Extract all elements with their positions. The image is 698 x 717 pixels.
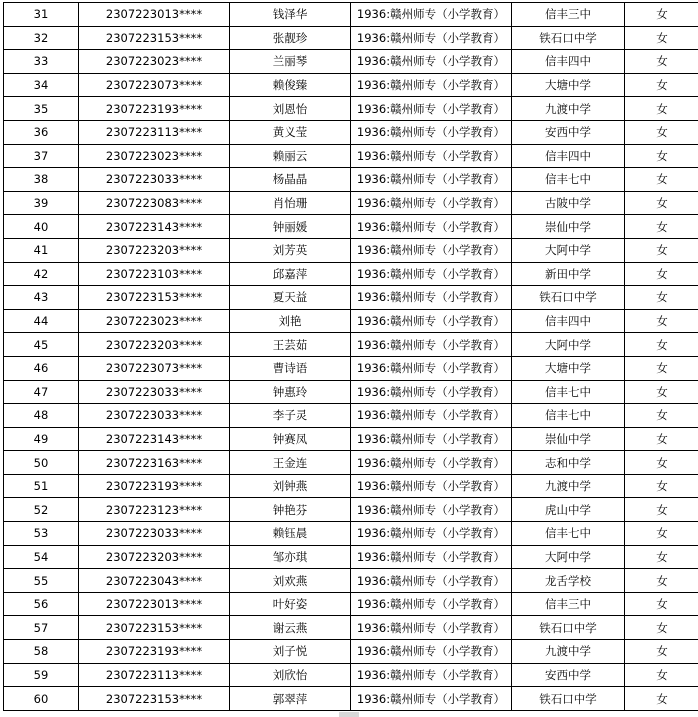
student-name-cell: 刘艳 (230, 309, 351, 333)
roster-body (4, 3, 698, 711)
row-number-cell: 59 (4, 663, 79, 687)
program-name-cell: 1936:赣州师专（小学教育） (351, 640, 512, 664)
school-name-cell: 信丰四中 (512, 50, 625, 74)
gender-cell: 女 (625, 640, 698, 664)
program-name-cell: 1936:赣州师专（小学教育） (351, 333, 512, 357)
program-name-cell: 1936:赣州师专（小学教育） (351, 238, 512, 262)
program-name-cell: 1936:赣州师专（小学教育） (351, 569, 512, 593)
table-row (4, 3, 698, 27)
table-row (4, 309, 698, 333)
school-name-cell: 崇仙中学 (512, 215, 625, 239)
gender-cell: 女 (625, 663, 698, 687)
table-row (4, 73, 698, 97)
exam-id-cell: 2307223203**** (79, 333, 230, 357)
program-name-cell: 1936:赣州师专（小学教育） (351, 191, 512, 215)
program-name-cell: 1936:赣州师专（小学教育） (351, 144, 512, 168)
school-name-cell: 大阿中学 (512, 333, 625, 357)
exam-id-cell: 2307223123**** (79, 498, 230, 522)
table-row (4, 687, 698, 711)
school-name-cell: 信丰七中 (512, 404, 625, 428)
row-number-cell: 34 (4, 73, 79, 97)
table-row (4, 168, 698, 192)
program-name-cell: 1936:赣州师专（小学教育） (351, 26, 512, 50)
table-row (4, 286, 698, 310)
table-row (4, 97, 698, 121)
table-row (4, 640, 698, 664)
school-name-cell: 九渡中学 (512, 640, 625, 664)
school-name-cell: 铁石口中学 (512, 26, 625, 50)
exam-id-cell: 2307223013**** (79, 3, 230, 27)
school-name-cell: 古陂中学 (512, 191, 625, 215)
program-name-cell: 1936:赣州师专（小学教育） (351, 309, 512, 333)
exam-id-cell: 2307223153**** (79, 616, 230, 640)
school-name-cell: 九渡中学 (512, 97, 625, 121)
gender-cell: 女 (625, 97, 698, 121)
program-name-cell: 1936:赣州师专（小学教育） (351, 380, 512, 404)
gender-cell: 女 (625, 616, 698, 640)
row-number-cell: 38 (4, 168, 79, 192)
row-number-cell: 45 (4, 333, 79, 357)
row-number-cell: 33 (4, 50, 79, 74)
school-name-cell: 信丰七中 (512, 380, 625, 404)
gender-cell: 女 (625, 50, 698, 74)
program-name-cell: 1936:赣州师专（小学教育） (351, 215, 512, 239)
student-name-cell: 刘芳英 (230, 238, 351, 262)
program-name-cell: 1936:赣州师专（小学教育） (351, 120, 512, 144)
program-name-cell: 1936:赣州师专（小学教育） (351, 97, 512, 121)
exam-id-cell: 2307223143**** (79, 215, 230, 239)
exam-id-cell: 2307223153**** (79, 286, 230, 310)
school-name-cell: 龙舌学校 (512, 569, 625, 593)
table-row (4, 498, 698, 522)
student-name-cell: 赖丽云 (230, 144, 351, 168)
table-row (4, 262, 698, 286)
exam-id-cell: 2307223143**** (79, 427, 230, 451)
table-row (4, 569, 698, 593)
school-name-cell: 信丰七中 (512, 522, 625, 546)
gender-cell: 女 (625, 498, 698, 522)
table-row (4, 50, 698, 74)
row-number-cell: 31 (4, 3, 79, 27)
roster-table (3, 2, 698, 711)
exam-id-cell: 2307223023**** (79, 144, 230, 168)
student-name-cell: 王金连 (230, 451, 351, 475)
sheet-scroll-tab[interactable] (339, 712, 359, 717)
gender-cell: 女 (625, 333, 698, 357)
exam-id-cell: 2307223113**** (79, 120, 230, 144)
gender-cell: 女 (625, 191, 698, 215)
table-row (4, 26, 698, 50)
exam-id-cell: 2307223043**** (79, 569, 230, 593)
program-name-cell: 1936:赣州师专（小学教育） (351, 50, 512, 74)
exam-id-cell: 2307223033**** (79, 404, 230, 428)
gender-cell: 女 (625, 687, 698, 711)
school-name-cell: 新田中学 (512, 262, 625, 286)
exam-id-cell: 2307223203**** (79, 238, 230, 262)
school-name-cell: 信丰四中 (512, 309, 625, 333)
school-name-cell: 铁石口中学 (512, 687, 625, 711)
table-row (4, 616, 698, 640)
exam-id-cell: 2307223073**** (79, 73, 230, 97)
exam-id-cell: 2307223023**** (79, 50, 230, 74)
program-name-cell: 1936:赣州师专（小学教育） (351, 663, 512, 687)
student-name-cell: 刘钟燕 (230, 474, 351, 498)
school-name-cell: 信丰三中 (512, 592, 625, 616)
table-row (4, 238, 698, 262)
student-name-cell: 兰丽琴 (230, 50, 351, 74)
table-row (4, 404, 698, 428)
gender-cell: 女 (625, 592, 698, 616)
student-name-cell: 叶好姿 (230, 592, 351, 616)
row-number-cell: 42 (4, 262, 79, 286)
student-name-cell: 黄义莹 (230, 120, 351, 144)
row-number-cell: 49 (4, 427, 79, 451)
program-name-cell: 1936:赣州师专（小学教育） (351, 522, 512, 546)
row-number-cell: 58 (4, 640, 79, 664)
school-name-cell: 崇仙中学 (512, 427, 625, 451)
school-name-cell: 信丰四中 (512, 144, 625, 168)
student-name-cell: 王芸茹 (230, 333, 351, 357)
student-name-cell: 李子灵 (230, 404, 351, 428)
table-row (4, 120, 698, 144)
exam-id-cell: 2307223083**** (79, 191, 230, 215)
student-name-cell: 夏天益 (230, 286, 351, 310)
exam-id-cell: 2307223153**** (79, 26, 230, 50)
student-name-cell: 杨晶晶 (230, 168, 351, 192)
program-name-cell: 1936:赣州师专（小学教育） (351, 545, 512, 569)
gender-cell: 女 (625, 404, 698, 428)
program-name-cell: 1936:赣州师专（小学教育） (351, 3, 512, 27)
gender-cell: 女 (625, 120, 698, 144)
row-number-cell: 35 (4, 97, 79, 121)
school-name-cell: 信丰七中 (512, 168, 625, 192)
school-name-cell: 九渡中学 (512, 474, 625, 498)
row-number-cell: 54 (4, 545, 79, 569)
row-number-cell: 32 (4, 26, 79, 50)
program-name-cell: 1936:赣州师专（小学教育） (351, 168, 512, 192)
gender-cell: 女 (625, 380, 698, 404)
exam-id-cell: 2307223153**** (79, 687, 230, 711)
gender-cell: 女 (625, 144, 698, 168)
exam-id-cell: 2307223193**** (79, 640, 230, 664)
student-name-cell: 钟惠玲 (230, 380, 351, 404)
row-number-cell: 52 (4, 498, 79, 522)
gender-cell: 女 (625, 522, 698, 546)
student-name-cell: 赖俊臻 (230, 73, 351, 97)
row-number-cell: 46 (4, 356, 79, 380)
school-name-cell: 铁石口中学 (512, 616, 625, 640)
program-name-cell: 1936:赣州师专（小学教育） (351, 262, 512, 286)
row-number-cell: 55 (4, 569, 79, 593)
gender-cell: 女 (625, 309, 698, 333)
row-number-cell: 43 (4, 286, 79, 310)
gender-cell: 女 (625, 286, 698, 310)
table-row (4, 474, 698, 498)
school-name-cell: 大阿中学 (512, 545, 625, 569)
student-name-cell: 刘恩怡 (230, 97, 351, 121)
program-name-cell: 1936:赣州师专（小学教育） (351, 592, 512, 616)
program-name-cell: 1936:赣州师专（小学教育） (351, 687, 512, 711)
table-row (4, 427, 698, 451)
student-name-cell: 谢云燕 (230, 616, 351, 640)
table-row (4, 522, 698, 546)
table-row (4, 215, 698, 239)
school-name-cell: 安西中学 (512, 120, 625, 144)
student-name-cell: 邱嘉萍 (230, 262, 351, 286)
gender-cell: 女 (625, 569, 698, 593)
row-number-cell: 44 (4, 309, 79, 333)
row-number-cell: 57 (4, 616, 79, 640)
student-name-cell: 刘欣怡 (230, 663, 351, 687)
school-name-cell: 大阿中学 (512, 238, 625, 262)
program-name-cell: 1936:赣州师专（小学教育） (351, 451, 512, 475)
school-name-cell: 大塘中学 (512, 73, 625, 97)
row-number-cell: 47 (4, 380, 79, 404)
student-name-cell: 钟赛凤 (230, 427, 351, 451)
gender-cell: 女 (625, 474, 698, 498)
row-number-cell: 41 (4, 238, 79, 262)
student-name-cell: 曹诗语 (230, 356, 351, 380)
table-row (4, 545, 698, 569)
gender-cell: 女 (625, 73, 698, 97)
gender-cell: 女 (625, 451, 698, 475)
school-name-cell: 大塘中学 (512, 356, 625, 380)
row-number-cell: 36 (4, 120, 79, 144)
gender-cell: 女 (625, 168, 698, 192)
student-name-cell: 赖钰晨 (230, 522, 351, 546)
gender-cell: 女 (625, 215, 698, 239)
row-number-cell: 37 (4, 144, 79, 168)
exam-id-cell: 2307223103**** (79, 262, 230, 286)
student-name-cell: 邹亦琪 (230, 545, 351, 569)
program-name-cell: 1936:赣州师专（小学教育） (351, 498, 512, 522)
program-name-cell: 1936:赣州师专（小学教育） (351, 356, 512, 380)
row-number-cell: 48 (4, 404, 79, 428)
gender-cell: 女 (625, 545, 698, 569)
exam-id-cell: 2307223163**** (79, 451, 230, 475)
gender-cell: 女 (625, 356, 698, 380)
gender-cell: 女 (625, 427, 698, 451)
exam-id-cell: 2307223193**** (79, 474, 230, 498)
student-name-cell: 刘子悦 (230, 640, 351, 664)
student-name-cell: 肖怡珊 (230, 191, 351, 215)
exam-id-cell: 2307223033**** (79, 168, 230, 192)
table-row (4, 333, 698, 357)
program-name-cell: 1936:赣州师专（小学教育） (351, 616, 512, 640)
school-name-cell: 虎山中学 (512, 498, 625, 522)
exam-id-cell: 2307223033**** (79, 380, 230, 404)
exam-id-cell: 2307223203**** (79, 545, 230, 569)
exam-id-cell: 2307223193**** (79, 97, 230, 121)
program-name-cell: 1936:赣州师专（小学教育） (351, 427, 512, 451)
table-row (4, 663, 698, 687)
school-name-cell: 安西中学 (512, 663, 625, 687)
row-number-cell: 39 (4, 191, 79, 215)
row-number-cell: 60 (4, 687, 79, 711)
table-row (4, 356, 698, 380)
table-row (4, 144, 698, 168)
program-name-cell: 1936:赣州师专（小学教育） (351, 474, 512, 498)
student-name-cell: 刘欢燕 (230, 569, 351, 593)
row-number-cell: 40 (4, 215, 79, 239)
gender-cell: 女 (625, 238, 698, 262)
student-name-cell: 张靓珍 (230, 26, 351, 50)
table-row (4, 191, 698, 215)
exam-id-cell: 2307223033**** (79, 522, 230, 546)
program-name-cell: 1936:赣州师专（小学教育） (351, 73, 512, 97)
gender-cell: 女 (625, 3, 698, 27)
school-name-cell: 志和中学 (512, 451, 625, 475)
student-name-cell: 郭翠萍 (230, 687, 351, 711)
student-name-cell: 钟艳芬 (230, 498, 351, 522)
row-number-cell: 53 (4, 522, 79, 546)
table-row (4, 592, 698, 616)
row-number-cell: 50 (4, 451, 79, 475)
exam-id-cell: 2307223013**** (79, 592, 230, 616)
gender-cell: 女 (625, 26, 698, 50)
student-name-cell: 钱泽华 (230, 3, 351, 27)
gender-cell: 女 (625, 262, 698, 286)
student-name-cell: 钟丽媛 (230, 215, 351, 239)
school-name-cell: 铁石口中学 (512, 286, 625, 310)
program-name-cell: 1936:赣州师专（小学教育） (351, 404, 512, 428)
row-number-cell: 56 (4, 592, 79, 616)
program-name-cell: 1936:赣州师专（小学教育） (351, 286, 512, 310)
school-name-cell: 信丰三中 (512, 3, 625, 27)
table-row (4, 380, 698, 404)
row-number-cell: 51 (4, 474, 79, 498)
exam-id-cell: 2307223113**** (79, 663, 230, 687)
exam-id-cell: 2307223073**** (79, 356, 230, 380)
exam-id-cell: 2307223023**** (79, 309, 230, 333)
table-row (4, 451, 698, 475)
